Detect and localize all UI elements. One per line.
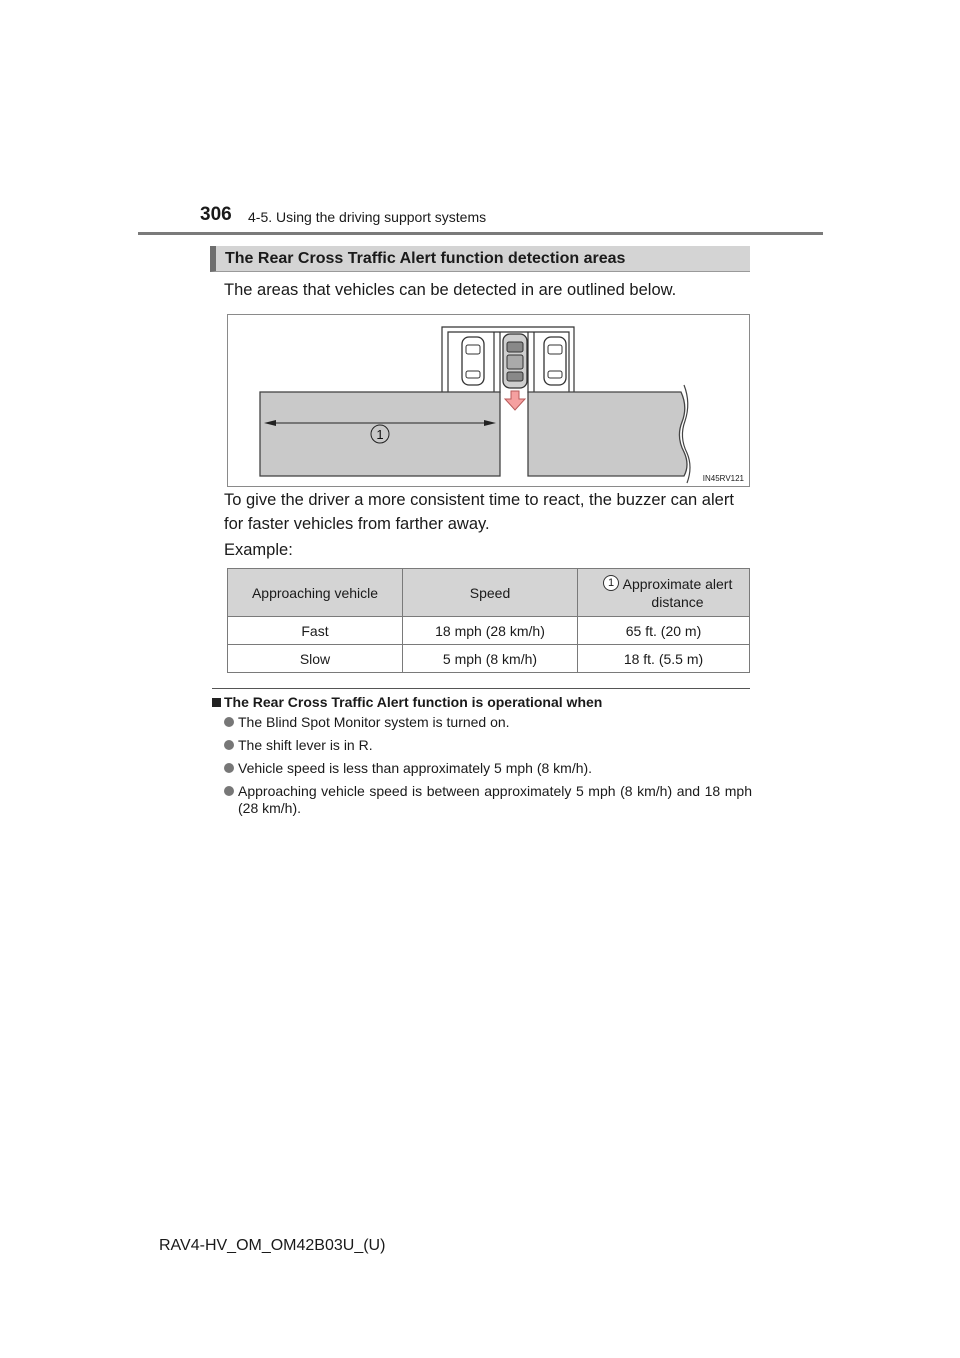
example-label: Example: <box>224 541 293 559</box>
section-reference: 4-5. Using the driving support systems <box>248 209 487 225</box>
list-item-text: The Blind Spot Monitor system is turned on. <box>238 714 510 730</box>
list-item <box>224 714 752 731</box>
page-number: 306 <box>200 204 232 225</box>
subsection-heading-text: The Rear Cross Traffic Alert function is operational when <box>224 694 603 710</box>
bullet-icon <box>224 740 234 750</box>
table-cell: 65 ft. (20 m) <box>578 617 750 645</box>
square-bullet-icon <box>212 698 221 707</box>
alert-distance-table <box>227 568 750 673</box>
header-alert-distance <box>578 569 750 617</box>
subsection-heading <box>212 694 602 710</box>
list-item <box>224 783 752 817</box>
explanation-text: To give the driver a more consistent time to react, the buzzer can alert for faster vehicles from farther away. <box>224 491 734 533</box>
header-rule <box>138 232 823 235</box>
callout-number: 1 <box>376 427 384 442</box>
operational-conditions-list <box>224 714 752 823</box>
callout-circle: 1 <box>603 575 619 591</box>
list-item-text: The shift lever is in R. <box>238 737 373 753</box>
bullet-icon <box>224 786 234 796</box>
intro-text: The areas that vehicles can be detected in are outlined below. <box>224 281 677 299</box>
list-item <box>224 760 752 777</box>
table-cell: Fast <box>228 617 403 645</box>
table-row <box>228 617 750 645</box>
list-item-text: Approaching vehicle speed is between approximately 5 mph (8 km/h) and 18 mph (28 km/h). <box>238 783 752 816</box>
bullet-icon <box>224 717 234 727</box>
table-header-row <box>228 569 750 617</box>
own-vehicle-icon <box>503 334 527 388</box>
figure-code: IN45RV121 <box>702 474 744 483</box>
header-speed: Speed <box>403 569 578 617</box>
table-cell: 18 mph (28 km/h) <box>403 617 578 645</box>
table-cell: Slow <box>228 645 403 673</box>
subsection-rule <box>212 688 750 689</box>
bullet-icon <box>224 763 234 773</box>
detection-area-right <box>528 392 687 476</box>
detection-area-diagram <box>228 315 749 486</box>
document-code-footer: RAV4-HV_OM_OM42B03U_(U) <box>159 1237 386 1254</box>
list-item <box>224 737 752 754</box>
table-cell: 18 ft. (5.5 m) <box>578 645 750 673</box>
header-approaching-vehicle: Approaching vehicle <box>228 569 403 617</box>
parked-car-right-icon <box>544 337 566 385</box>
section-heading: The Rear Cross Traffic Alert function detection areas <box>210 246 750 272</box>
parked-car-left-icon <box>462 337 484 385</box>
table-row <box>228 645 750 673</box>
reverse-direction-arrow-icon <box>505 391 525 410</box>
list-item-text: Vehicle speed is less than approximately 5 mph (8 km/h). <box>238 760 593 776</box>
table-cell: 5 mph (8 km/h) <box>403 645 578 673</box>
header-alert-distance-label: Approximate alert distance <box>622 575 733 610</box>
detection-area-figure <box>227 314 750 487</box>
